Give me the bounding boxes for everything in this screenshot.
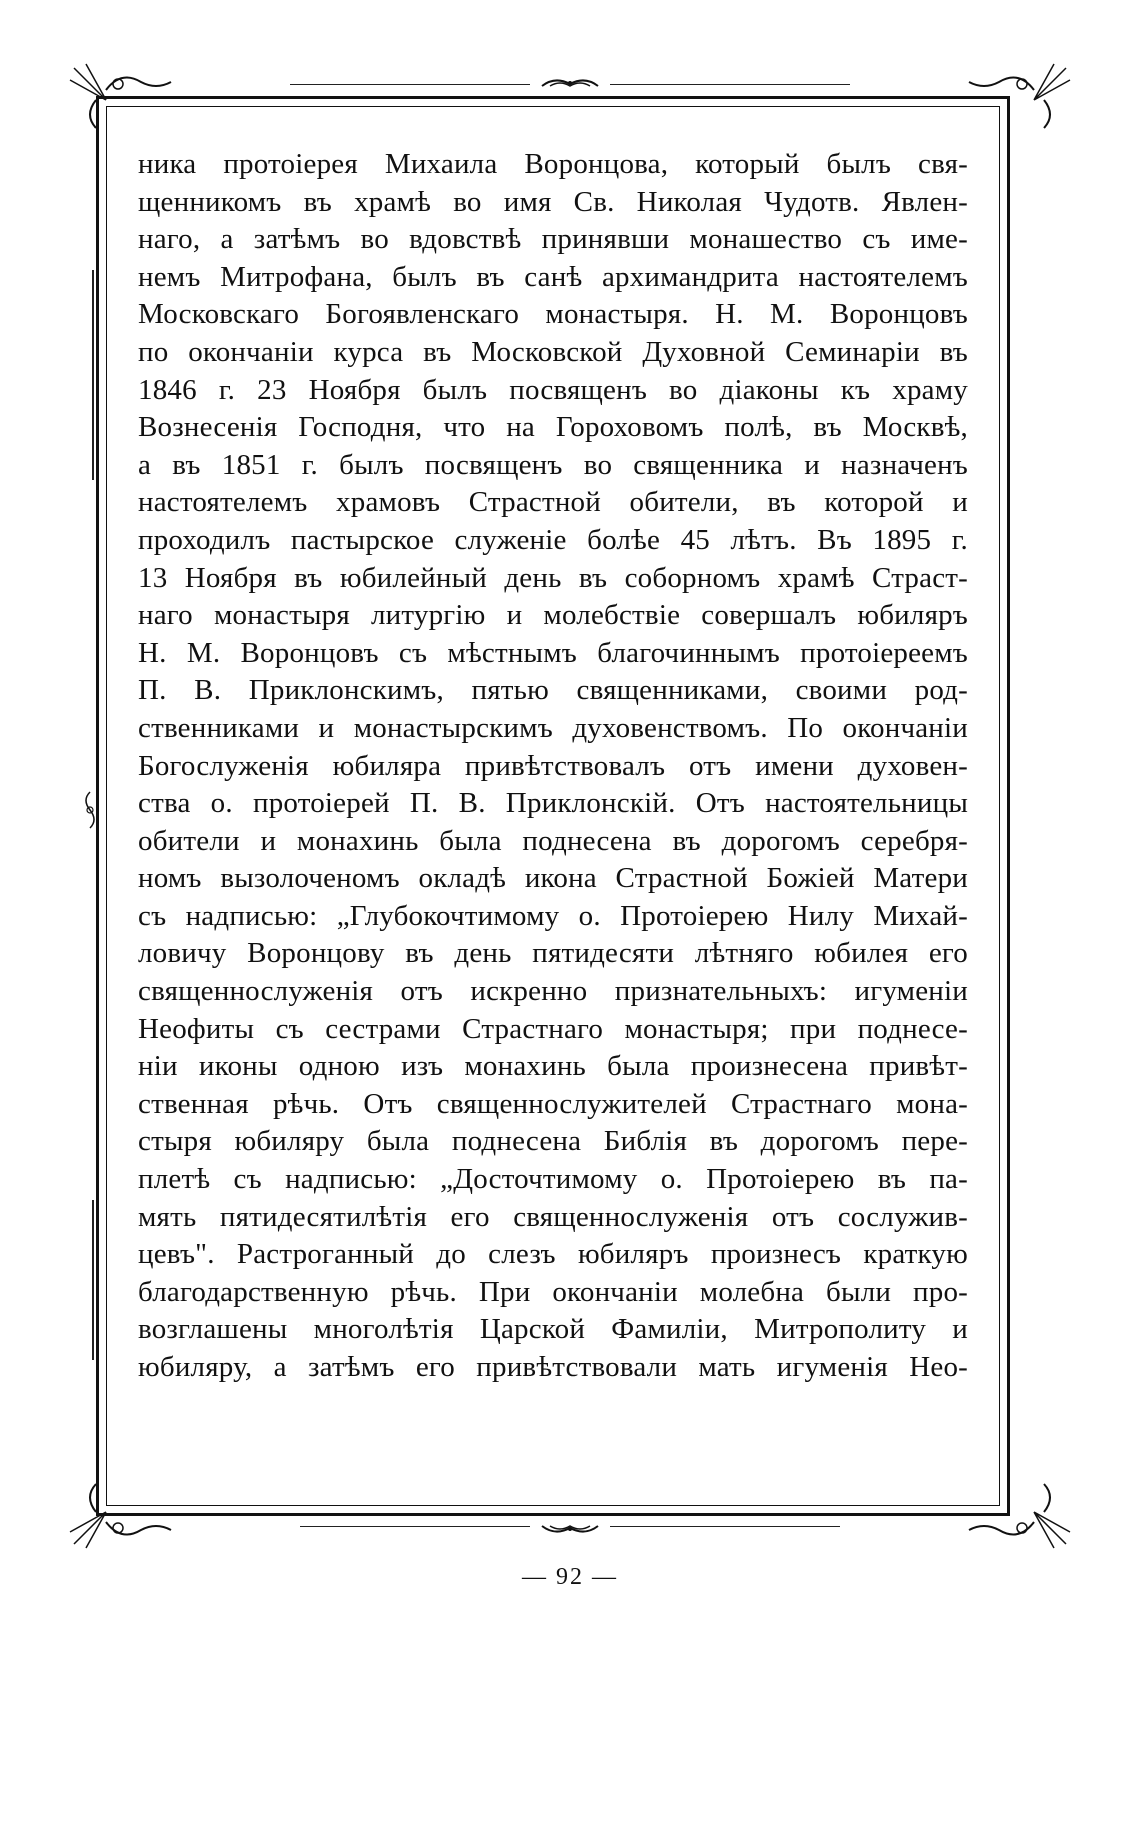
top-rule-left	[290, 84, 530, 85]
page-number: — 92 —	[522, 1564, 618, 1590]
text-line: проходилъ пастырское служеніе болѣе 45 лѣтъ. Въ 1895 г.	[138, 523, 968, 556]
bottom-rule-right	[610, 1526, 840, 1527]
text-line: а въ 1851 г. былъ посвященъ во священника и назначенъ	[138, 448, 968, 481]
top-center-ornament-icon	[540, 74, 600, 94]
body-text	[138, 146, 968, 1387]
text-line: возглашены многолѣтія Царской Фамиліи, Митрополиту и	[138, 1313, 968, 1346]
text-line: стыря юбиляру была поднесена Библія въ дорогомъ пере-	[138, 1125, 968, 1158]
text-line: наго монастыря литургію и молебствіе совершалъ юбиляръ	[138, 599, 968, 632]
text-line: ственная рѣчь. Отъ священнослужителей Страстнаго мона-	[138, 1087, 968, 1120]
text-line: номъ вызолоченомъ окладѣ икона Страстной Божіей Матери	[138, 862, 968, 895]
text-line: юбиляру, а затѣмъ его привѣтствовали мать игуменія Нео-	[138, 1351, 968, 1383]
text-line: цевъ". Растроганный до слезъ юбиляръ произнесъ краткую	[138, 1238, 968, 1271]
corner-flourish-icon	[964, 1482, 1074, 1552]
text-line: съ надписью: „Глубокочтимому о. Протоіерею Нилу Михай-	[138, 899, 968, 932]
side-ornament-icon	[80, 790, 100, 830]
text-line: ства о. протоіерей П. В. Приклонскій. Отъ настоятельницы	[138, 787, 968, 820]
text-line: Богослуженія юбиляра привѣтствовалъ отъ имени духовен-	[138, 749, 968, 782]
text-line: по окончаніи курса въ Московской Духовной Семинаріи въ	[138, 335, 968, 368]
text-line: Н. М. Воронцовъ съ мѣстнымъ благочиннымъ протоіереемъ	[138, 636, 968, 669]
text-line: наго, а затѣмъ во вдовствѣ принявши монашество съ име-	[138, 223, 968, 256]
text-line: ника протоіерея Михаила Воронцова, который былъ свя-	[138, 148, 968, 180]
corner-flourish-icon	[66, 1482, 176, 1552]
text-line: плетѣ съ надписью: „Досточтимому о. Протоіерею въ па-	[138, 1163, 968, 1196]
text-line: ловичу Воронцову въ день пятидесяти лѣтняго юбилея его	[138, 937, 968, 970]
text-line: 13 Ноября въ юбилейный день въ соборномъ храмѣ Страст-	[138, 561, 968, 594]
bottom-rule-left	[300, 1526, 530, 1527]
text-line: ственниками и монастырскимъ духовенствомъ. По окончаніи	[138, 711, 968, 744]
text-line: ніи иконы одною изъ монахинь была произнесена привѣт-	[138, 1050, 968, 1083]
text-line: священнослуженія отъ искренно признательныхъ: игуменіи	[138, 975, 968, 1008]
corner-flourish-icon	[66, 60, 176, 130]
text-line: немъ Митрофана, былъ въ санѣ архимандрита настоятелемъ	[138, 260, 968, 293]
text-line: 1846 г. 23 Ноября былъ посвященъ во діаконы къ храму	[138, 373, 968, 406]
text-line: Неофиты съ сестрами Страстнаго монастыря; при поднесе-	[138, 1012, 968, 1045]
text-line: обители и монахинь была поднесена въ дорогомъ серебря-	[138, 824, 968, 857]
text-line: настоятелемъ храмовъ Страстной обители, въ которой и	[138, 486, 968, 519]
text-line: Московскаго Богоявленскаго монастыря. Н. М. Воронцовъ	[138, 298, 968, 331]
text-line: Вознесенія Господня, что на Гороховомъ полѣ, въ Москвѣ,	[138, 411, 968, 444]
top-rule-right	[610, 84, 850, 85]
bottom-center-ornament-icon	[540, 1518, 600, 1538]
text-line: благодарственную рѣчь. При окончаніи молебна были про-	[138, 1275, 968, 1308]
text-line: мять пятидесятилѣтія его священнослуженія отъ сослужив-	[138, 1200, 968, 1233]
margin-mark	[92, 270, 94, 480]
corner-flourish-icon	[964, 60, 1074, 130]
text-line: щенникомъ въ храмѣ во имя Св. Николая Чудотв. Явлен-	[138, 185, 968, 218]
margin-mark	[92, 1200, 94, 1360]
text-line: П. В. Приклонскимъ, пятью священниками, своими род-	[138, 674, 968, 707]
